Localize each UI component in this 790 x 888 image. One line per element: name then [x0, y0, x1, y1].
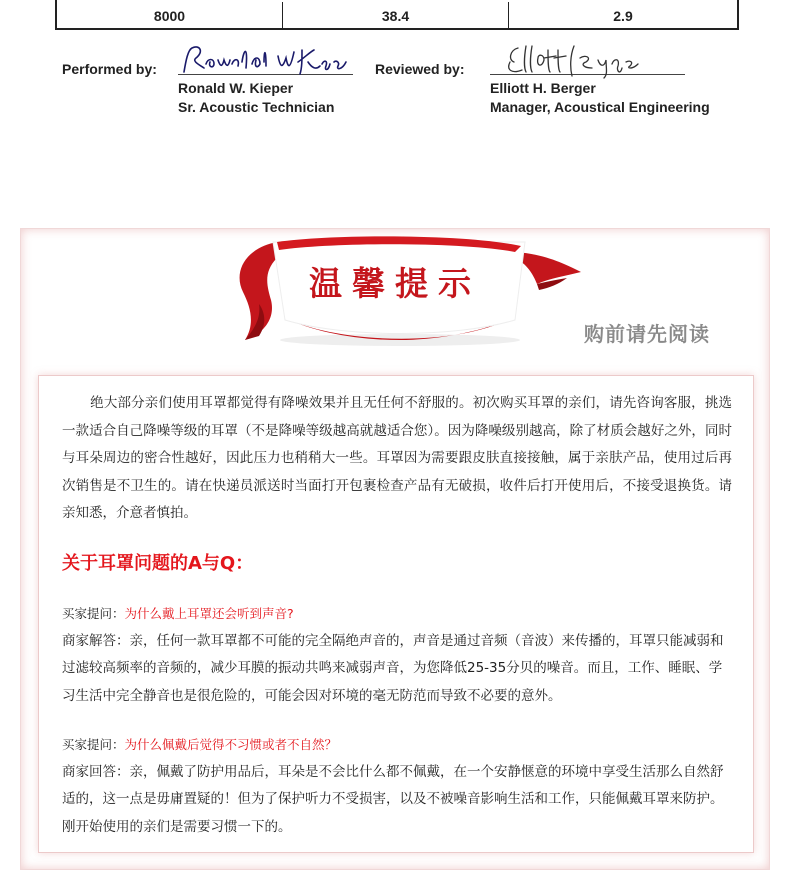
intro-text: 绝大部分亲们使用耳罩都觉得有降噪效果并且无任何不舒服的。初次购买耳罩的亲们，请先咨询客服，挑选一款适合自己降噪等级的耳罩（不是降噪等级越高就越适合您）。因为降噪级别越高，除了材质会越好之外，同时与耳朵周边的密合性越好，因此压力也稍稍大一些。耳罩因为需要跟皮肤直接接触，属于亲肤产品，使用过后再次销售是不卫生的。请在快递员派送时当面打开包裹检查产品有无破损，收件后打开使用后，不接受退换货。请亲知悉，介意者慎拍。	[62, 395, 732, 521]
std-dev-cell: 2.9	[508, 2, 737, 30]
reviewed-name: Elliott H. Berger	[490, 80, 596, 96]
frequency-cell: 8000	[153, 8, 186, 24]
reviewed-by-label: Reviewed by:	[375, 61, 465, 77]
question-text: 为什么戴上耳罩还会听到声音?	[124, 606, 294, 621]
mean-attenuation-cell: 38.4	[282, 2, 508, 30]
faq-question-line	[62, 731, 732, 759]
faq-item	[62, 731, 732, 841]
faq-answer	[62, 759, 732, 842]
answer-prefix: 商家解答：	[62, 632, 130, 649]
performed-by-label: Performed by:	[62, 61, 157, 77]
answer-text: 亲，任何一款耳罩都不可能的完全隔绝声音的，声音是通过音频（音波）来传播的，耳罩只能减弱和过滤较高频率的音频的，减少耳膜的振动共鸣来减弱声音，为您降低25-35分贝的噪音。而且，工作、睡眠、学习生活中完全静音也是很危险的，可能会因对环境的毫无防范而导致不必要的意外。	[62, 632, 724, 704]
intro-paragraph	[62, 390, 732, 528]
faq-item	[62, 600, 732, 710]
faq-heading: 关于耳罩问题的A与Q：	[62, 553, 254, 574]
answer-text: 亲，佩戴了防护用品后，耳朵是不会比什么都不佩戴，在一个安静惬意的环境中享受生活那么自然舒适的，这一点是毋庸置疑的！但为了保护听力不受损害，以及不被噪音影响生活和工作，只能佩戴耳罩来防护。刚开始使用的亲们是需要习惯一下的。	[62, 763, 724, 835]
faq-answer	[62, 628, 732, 711]
performed-role: Sr. Acoustic Technician	[178, 99, 335, 115]
reviewed-signature	[500, 40, 670, 82]
question-prefix: 买家提问：	[62, 737, 125, 752]
faq-question-line	[62, 600, 732, 628]
tips-title: 温馨提示	[309, 264, 481, 303]
report-table-row	[55, 0, 739, 30]
reviewed-role: Manager, Acoustical Engineering	[490, 99, 710, 115]
answer-prefix: 商家回答：	[62, 763, 130, 780]
question-prefix: 买家提问：	[62, 606, 125, 621]
performed-signature	[178, 42, 358, 82]
question-text: 为什么佩戴后觉得不习惯或者不自然？	[124, 737, 338, 752]
performed-name: Ronald W. Kieper	[178, 80, 294, 96]
tips-subtitle: 购前请先阅读	[584, 322, 710, 346]
